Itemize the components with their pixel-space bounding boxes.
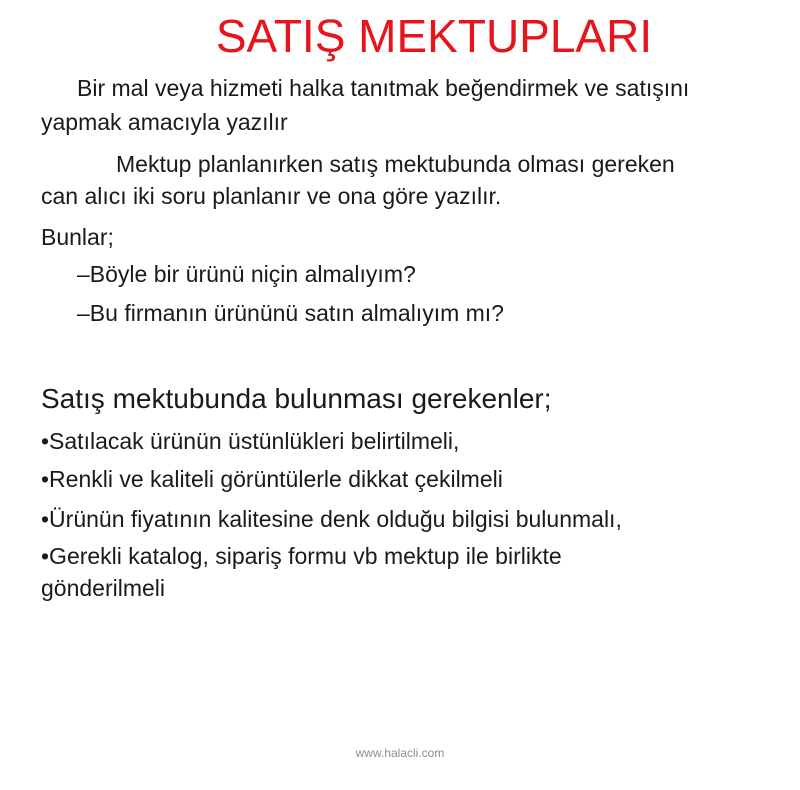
page-title: SATIŞ MEKTUPLARI <box>215 10 653 62</box>
planning-line-2: can alıcı iki soru planlanır ve ona göre yazılır. <box>41 183 502 209</box>
question-item: –Böyle bir ürünü niçin almalıyım? <box>77 261 416 287</box>
intro-line-1: Bir mal veya hizmeti halka tanıtmak beğendirmek ve satışını <box>77 75 690 101</box>
requirement-item: •Satılacak ürünün üstünlükleri belirtilmeli, <box>41 428 460 454</box>
requirement-item-line-1: •Gerekli katalog, sipariş formu vb mektup ile birlikte <box>41 543 562 569</box>
requirement-item-line-2: gönderilmeli <box>41 575 166 601</box>
requirement-item <box>41 540 562 604</box>
requirement-item: •Renkli ve kaliteli görüntülerle dikkat çekilmeli <box>41 466 503 492</box>
intro-paragraph <box>41 71 689 139</box>
intro-line-2: yapmak amacıyla yazılır <box>41 109 288 135</box>
question-item: –Bu firmanın ürününü satın almalıyım mı? <box>77 300 504 326</box>
requirement-item: •Ürünün fiyatının kalitesine denk olduğu bilgisi bulunmalı, <box>41 506 622 532</box>
requirements-heading: Satış mektubunda bulunması gerekenler; <box>41 383 552 414</box>
footer-url: www.halacli.com <box>355 746 445 760</box>
questions-label: Bunlar; <box>41 224 114 250</box>
planning-line-1: Mektup planlanırken satış mektubunda olması gereken <box>116 151 675 177</box>
planning-paragraph <box>41 148 675 212</box>
